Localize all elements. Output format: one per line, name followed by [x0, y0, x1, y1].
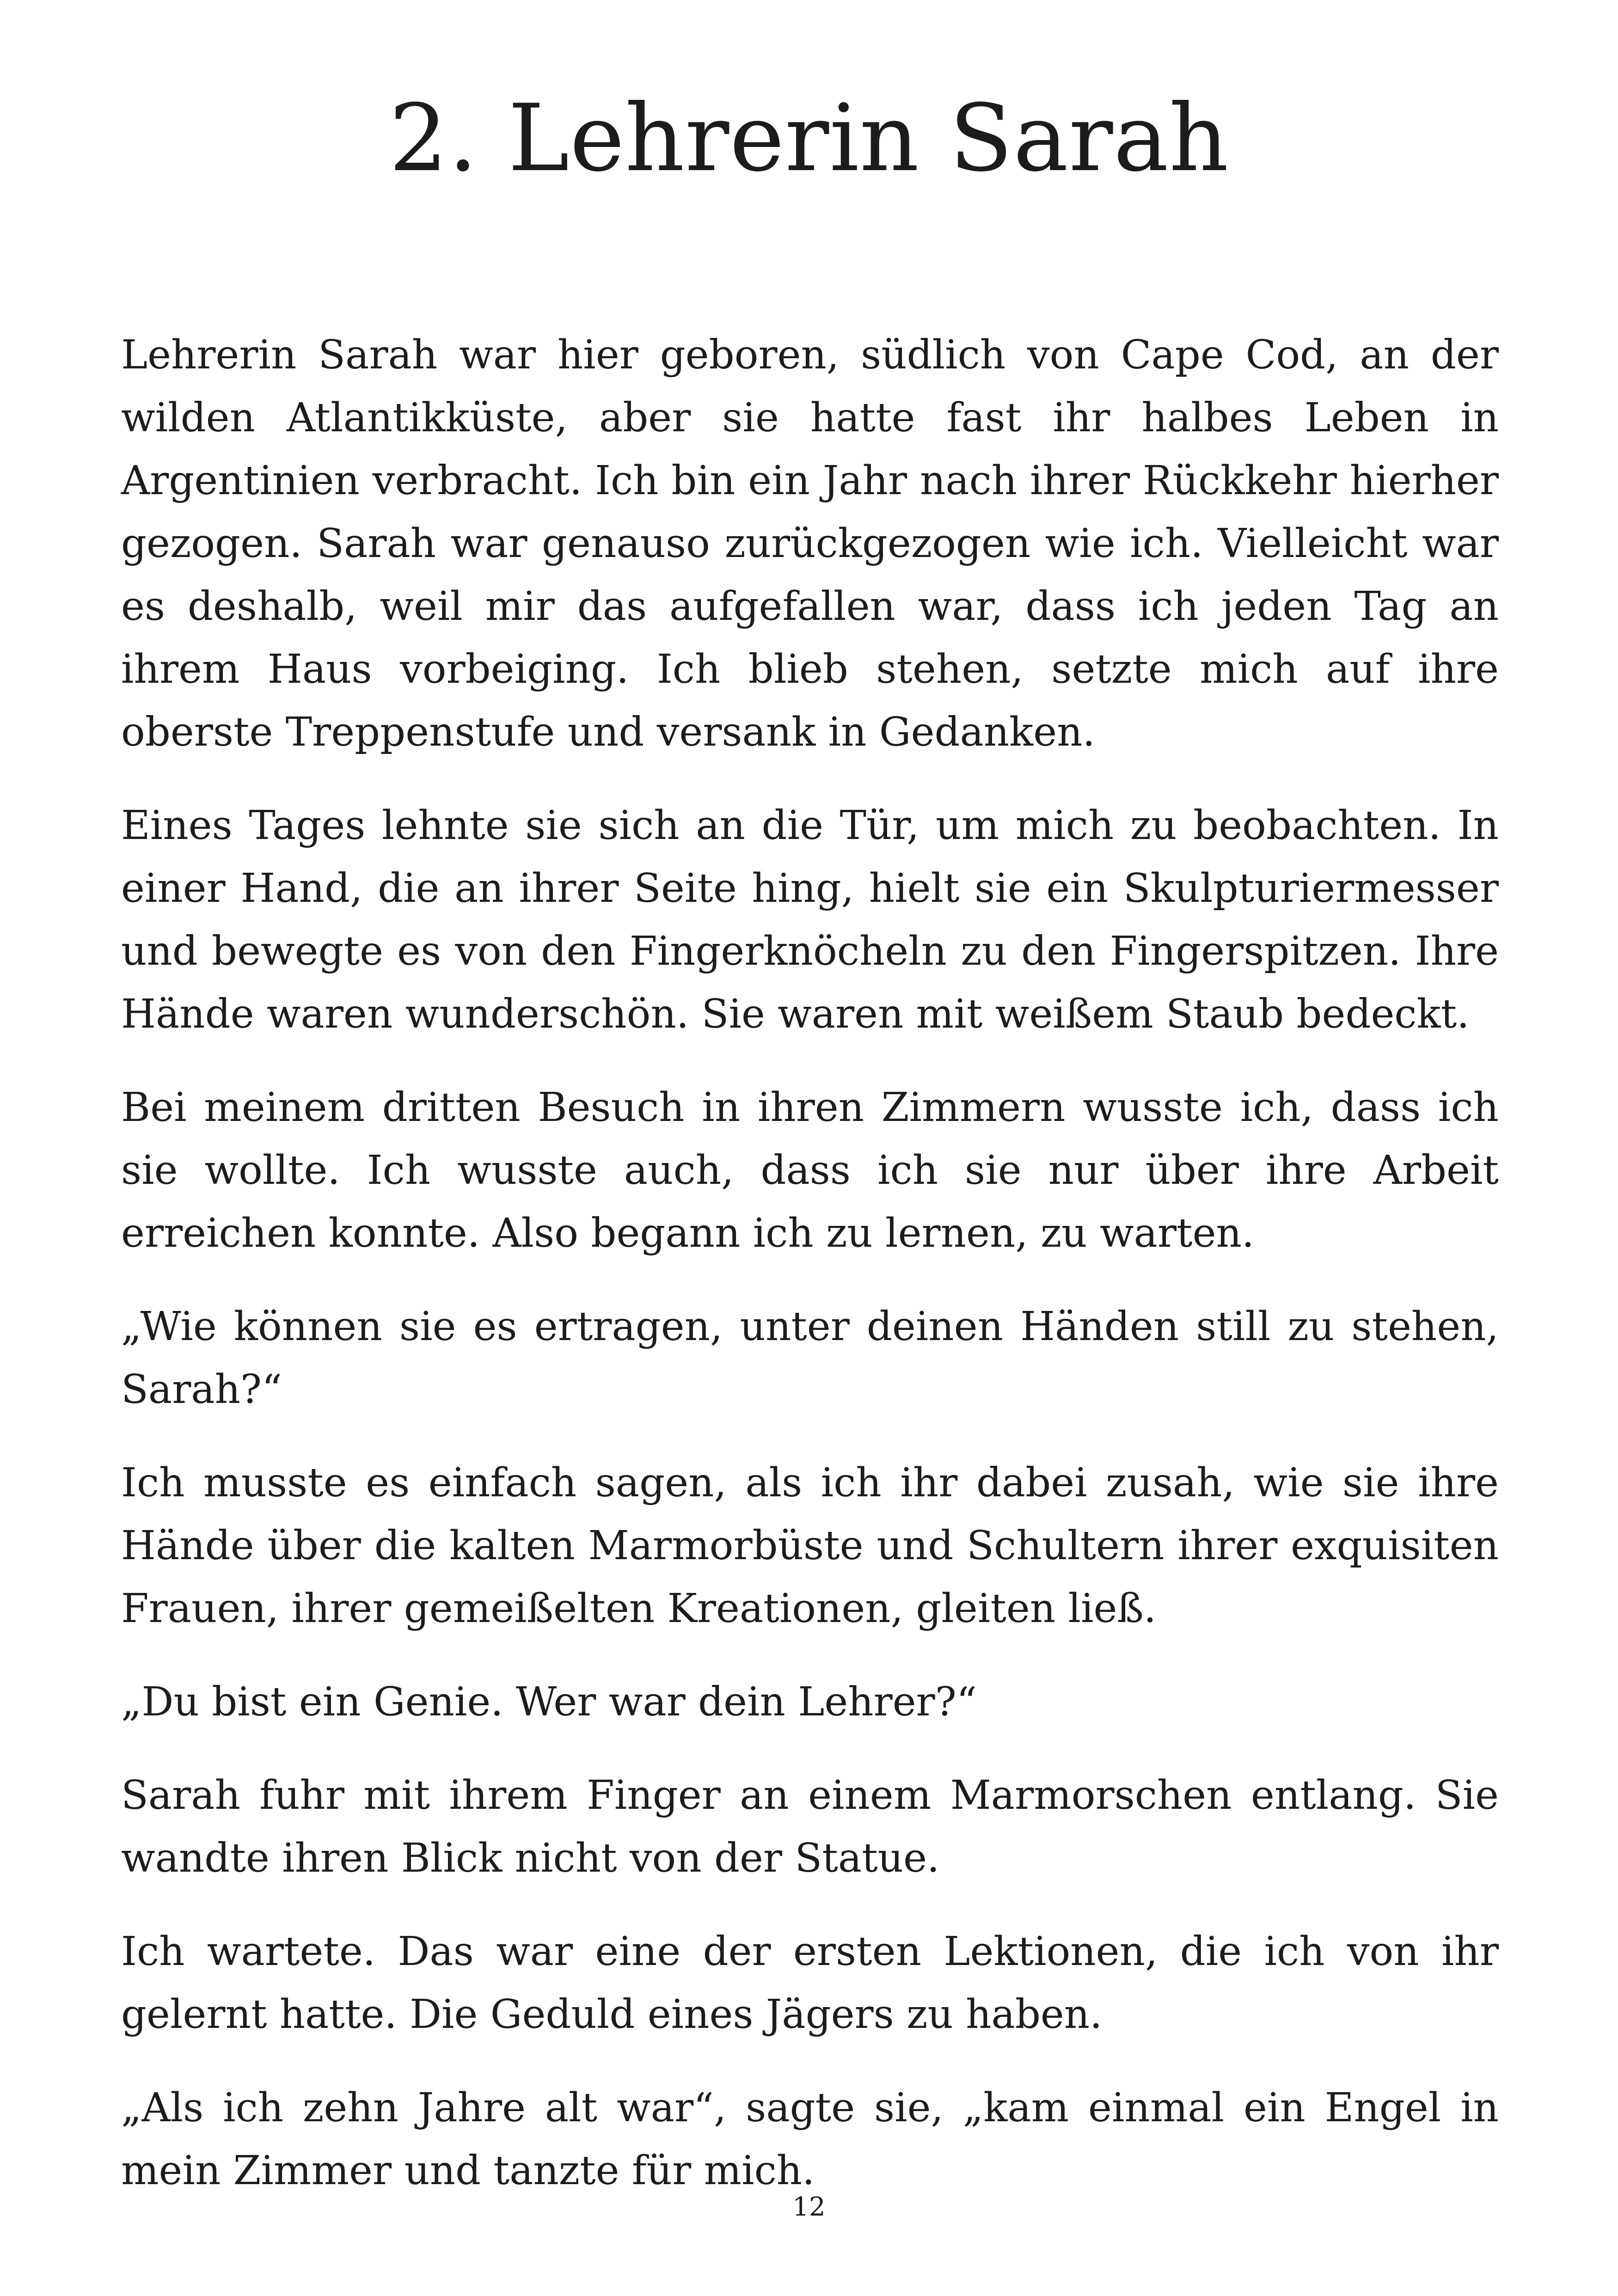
page-number: 12: [792, 2192, 826, 2222]
paragraph: „Als ich zehn Jahre alt war“, sagte sie, „kam einmal ein Engel in mein Zimmer und tanzte für mich.: [121, 2085, 1499, 2194]
paragraph: Ich wartete. Das war eine der ersten Lektionen, die ich von ihr gelernt hatte. Die Geduld eines Jägers zu haben.: [121, 1929, 1499, 2038]
paragraph: Sarah fuhr mit ihrem Finger an einem Marmorschen entlang. Sie wandte ihren Blick nicht von der Statue.: [121, 1772, 1499, 1881]
chapter-title: 2. Lehrerin Sarah: [389, 85, 1229, 192]
paragraph: Bei meinem dritten Besuch in ihren Zimmern wusste ich, dass ich sie wollte. Ich wusste auch, dass ich sie nur über ihre Arbeit erreichen konnte. Also begann ich zu lernen, zu warten.: [121, 1084, 1499, 1256]
paragraph: Eines Tages lehnte sie sich an die Tür, um mich zu beobachten. In einer Hand, die an ihrer Seite hing, hielt sie ein Skulpturiermesser und bewegte es von den Fingerknöcheln zu den Fingerspitzen. Ihre Hände waren wunderschön. Sie waren mit weißem Staub bedeckt.: [121, 802, 1499, 1037]
paragraph: Lehrerin Sarah war hier geboren, südlich von Cape Cod, an der wilden Atlantikküste, aber sie hatte fast ihr halbes Leben in Argentinien verbracht. Ich bin ein Jahr nach ihrer Rückkehr hierher gezogen. Sarah war genauso zurückgezogen wie ich. Vielleicht war es deshalb, weil mir das aufgefallen war, dass ich jeden Tag an ihrem Haus vorbeiging. Ich blieb stehen, setzte mich auf ihre oberste Treppenstufe und versank in Gedanken.: [121, 332, 1499, 755]
paragraph: „Du bist ein Genie. Wer war dein Lehrer?“: [121, 1679, 977, 1725]
paragraph: Ich musste es einfach sagen, als ich ihr dabei zusah, wie sie ihre Hände über die kalten Marmorbüste und Schultern ihrer exquisiten Frauen, ihrer gemeißelten Kreationen, gleiten ließ.: [121, 1460, 1499, 1632]
paragraph: „Wie können sie es ertragen, unter deinen Händen still zu stehen, Sarah?“: [121, 1304, 1499, 1413]
body-text: [121, 324, 1499, 2233]
